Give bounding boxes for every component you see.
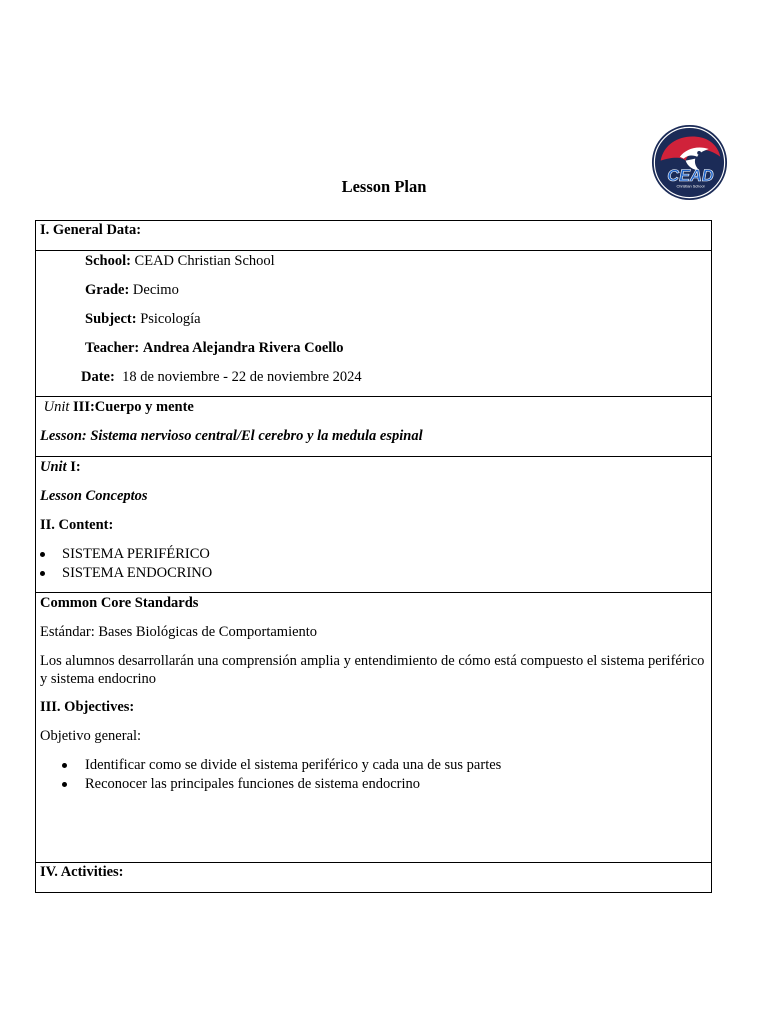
list-item: SISTEMA ENDOCRINO [40,564,707,583]
content-unit-row [40,458,707,487]
content-list [40,545,707,583]
standards-description: Los alumnos desarrollarán una comprensión amplia y entendimiento de cómo está compuesto el sistema periférico y sistema endocrino [40,653,705,687]
objectives-heading: III. Objectives: [40,699,135,715]
svg-text:CEAD: CEAD [667,166,714,185]
date-row [40,368,707,396]
subject-row [40,310,707,339]
content-heading-row [40,516,707,545]
list-item: SISTEMA PERIFÉRICO [40,545,707,564]
list-item: Identificar como se divide el sistema periférico y cada una de sus partes [62,756,707,775]
unit-cell [36,397,712,457]
teacher-value: Andrea Alejandra Rivera Coello [142,340,344,356]
activities-cell [36,863,712,893]
date-value: 18 de noviembre - 22 de noviembre 2024 [122,369,362,385]
teacher-row [40,339,707,368]
objective-label-row [40,727,707,756]
date-label: Date: [81,369,115,385]
unit-title: III:Cuerpo y mente [73,399,194,415]
svg-text:Christian School: Christian School [676,184,705,189]
general-data-cell [36,251,712,397]
grade-label: Grade: [85,282,130,298]
unit-row [40,398,707,427]
objective-label: Objetivo general: [40,728,142,744]
standards-heading-row [40,594,707,623]
content-unit-word: Unit [40,459,67,475]
standard-text: Estándar: Bases Biológicas de Comportamiento [40,624,318,640]
general-data-heading-cell [36,221,712,251]
content-unit-rest: I: [70,459,81,475]
lesson-row [40,427,707,456]
objectives-heading-row [40,698,707,727]
school-row [40,252,707,281]
list-item: Reconocer las principales funciones de sistema endocrino [62,775,707,794]
school-label: School: [85,253,131,269]
lesson-title: Lesson: Sistema nervioso central/El cerebro y la medula espinal [40,428,423,444]
content-cell [36,457,712,593]
content-lesson-row [40,487,707,516]
content-lesson: Lesson Conceptos [40,488,148,504]
grade-value: Decimo [132,282,179,298]
page-title: Lesson Plan [341,177,427,196]
grade-row [40,281,707,310]
subject-value: Psicología [140,311,201,327]
general-data-heading: I. General Data: [40,222,142,238]
content-heading: II. Content: [40,517,114,533]
activities-heading: IV. Activities: [40,864,124,880]
unit-word: Unit [43,399,70,415]
school-value: CEAD Christian School [134,253,275,269]
subject-label: Subject: [85,311,137,327]
standards-cell [36,593,712,863]
standards-heading: Common Core Standards [40,595,199,611]
objectives-list [40,756,707,794]
standard-row [40,623,707,652]
lesson-plan-table [35,220,712,893]
teacher-label: Teacher: [85,340,140,356]
